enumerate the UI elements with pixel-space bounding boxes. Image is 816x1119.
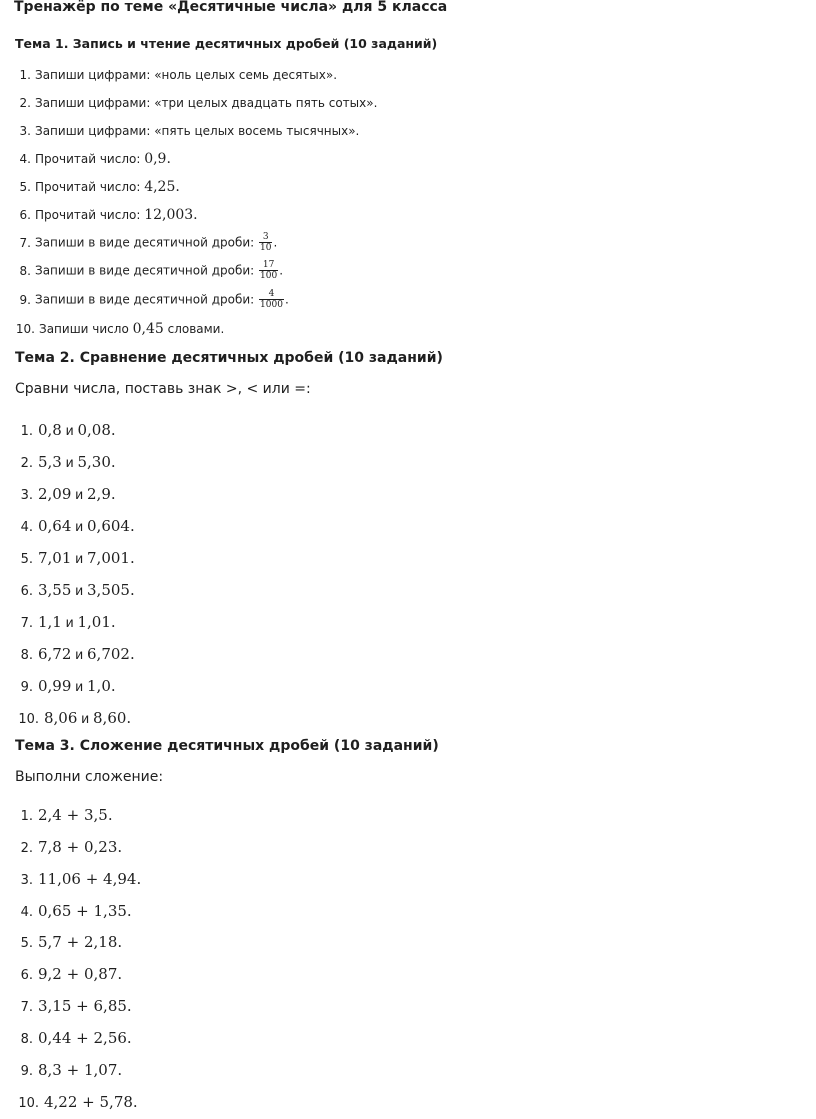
list-item: 6. 9,2 + 0,87.	[20, 965, 123, 983]
list-item: 6. 3,55 и 3,505.	[20, 581, 135, 599]
fraction: $\frac{3}{10}$	[260, 232, 272, 253]
list-item: 7. 3,15 + 6,85.	[20, 997, 132, 1015]
section-3-title: Тема 3. Сложение десятичных дробей (10 заданий)	[15, 738, 439, 754]
section-1-title: Тема 1. Запись и чтение десятичных дробей (10 заданий)	[15, 36, 438, 51]
list-item: 5. 5,7 + 2,18.	[20, 933, 123, 951]
section-2-intro: Сравни числа, поставь знак >, < или =:	[15, 381, 311, 397]
list-item: 5. 7,01 и 7,001.	[20, 549, 135, 567]
fraction: $\frac{4}{1000}$	[260, 289, 283, 310]
list-item: 2. 5,3 и 5,30.	[20, 453, 116, 471]
list-item: 4. Прочитай число: 0,9.	[19, 151, 171, 167]
list-item: 3. Запиши цифрами: «пять целых восемь тысячных».	[19, 124, 360, 138]
list-item: 7. Запиши в виде десятичной дроби: $\frac{3}{10}$ .	[19, 232, 278, 253]
list-item: 8. 6,72 и 6,702.	[20, 645, 135, 663]
list-item: 1. 2,4 + 3,5.	[20, 806, 113, 824]
section-3-intro: Выполни сложение:	[15, 769, 164, 785]
list-item: 9. 0,99 и 1,0.	[20, 677, 116, 695]
list-item: 10. 4,22 + 5,78.	[18, 1093, 138, 1111]
list-item: 4. 0,64 и 0,604.	[20, 517, 135, 535]
list-item: 6. Прочитай число: 12,003.	[19, 207, 198, 223]
list-item: 9. Запиши в виде десятичной дроби: $\frac{4}{1000}$ .	[19, 289, 289, 310]
list-item: 10. Запиши число 0,45 словами.	[15, 321, 225, 337]
list-item: 10. 8,06 и 8,60.	[18, 709, 132, 727]
fraction: $\frac{17}{100}$	[260, 260, 278, 281]
list-item: 7. 1,1 и 1,01.	[20, 613, 116, 631]
list-item: 1. 0,8 и 0,08.	[20, 421, 116, 439]
list-item: 2. 7,8 + 0,23.	[20, 838, 123, 856]
list-item: 9. 8,3 + 1,07.	[20, 1061, 123, 1079]
list-item: 5. Прочитай число: 4,25.	[19, 179, 180, 195]
page-title: Тренажёр по теме «Десятичные числа» для 5 класса	[14, 0, 448, 15]
list-item: 3. 11,06 + 4,94.	[20, 870, 142, 888]
section-2-title: Тема 2. Сравнение десятичных дробей (10 заданий)	[15, 350, 443, 366]
list-item: 3. 2,09 и 2,9.	[20, 485, 116, 503]
list-item: 8. 0,44 + 2,56.	[20, 1029, 132, 1047]
list-item: 4. 0,65 + 1,35.	[20, 902, 132, 920]
list-item: 8. Запиши в виде десятичной дроби: $\frac{17}{100}$ .	[19, 260, 284, 281]
list-item: 1. Запиши цифрами: «ноль целых семь десятых».	[19, 68, 338, 82]
list-item: 2. Запиши цифрами: «три целых двадцать пять сотых».	[19, 96, 378, 110]
